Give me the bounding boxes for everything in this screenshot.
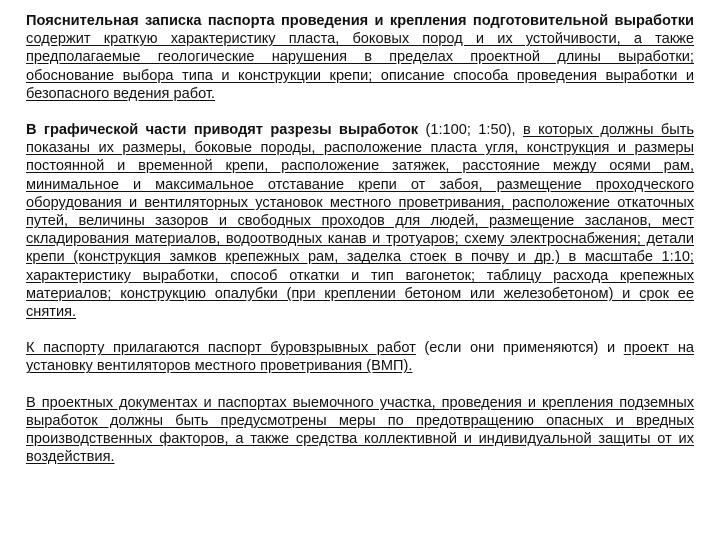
paragraph-underlined-text: В проектных документах и паспортах выемочного участка, проведения и крепления подземных выработок должны быть предусмотрены меры по предотвращению опасных и вредных производственных факторов, а также средства коллективной и индивидуальной защиты от их воздействия.	[26, 394, 694, 466]
paragraph-attachments	[26, 339, 694, 375]
paragraph-underlined-text: К паспорту прилагаются паспорт буровзрывных работ	[26, 340, 416, 357]
paragraph-lead-bold: В графической части приводят разрезы выработок	[26, 122, 419, 139]
paragraph-safety-measures	[26, 394, 694, 467]
paragraph-underlined-text: в которых должны быть показаны их размеры, боковые породы, расположение пласта угля, конструкция и размеры постоянной и временной крепи, расположение затяжек, расстояние между осями рам, минимальное и максимальное отставание крепи от забоя, размещение проходческого оборудования и вентиляторных установок местного проветривания, расположение откаточных путей, величины зазоров и свободных проходов для людей, размещение засланов, мест складирования материалов, водоотводных канав и тротуаров; схему электроснабжения; детали крепи (конструкция замков крепежных рам, заделка стоек в почву и др.) в масштабе 1:10; характеристику выработки, способ откатки и тип вагонеток; таблицу расхода крепежных материалов; конструкцию опалубки (при креплении бетоном или железобетоном) и срок ее снятия.	[26, 122, 694, 321]
paragraph-underlined-text: проект на установку вентиляторов местного проветривания (ВМП).	[26, 340, 695, 375]
paragraph-graphic-part	[26, 121, 694, 321]
paragraph-underlined-text: содержит краткую характеристику пласта, боковых пород и их устойчивости, а также предполагаемые геологические нарушения в пределах проектной длины выработки; обоснование выбора типа и конструкции крепи; описание способа проведения выработки и безопасного ведения работ.	[26, 31, 694, 102]
paragraph-plain-text: (1:100; 1:50),	[418, 122, 523, 139]
paragraph-plain-text: (если они применяются) и	[415, 340, 624, 357]
document-page	[26, 12, 694, 466]
paragraph-explanatory-note	[26, 12, 694, 103]
paragraph-lead-bold: Пояснительная записка паспорта проведения и крепления подготовительной выработки	[26, 13, 694, 29]
